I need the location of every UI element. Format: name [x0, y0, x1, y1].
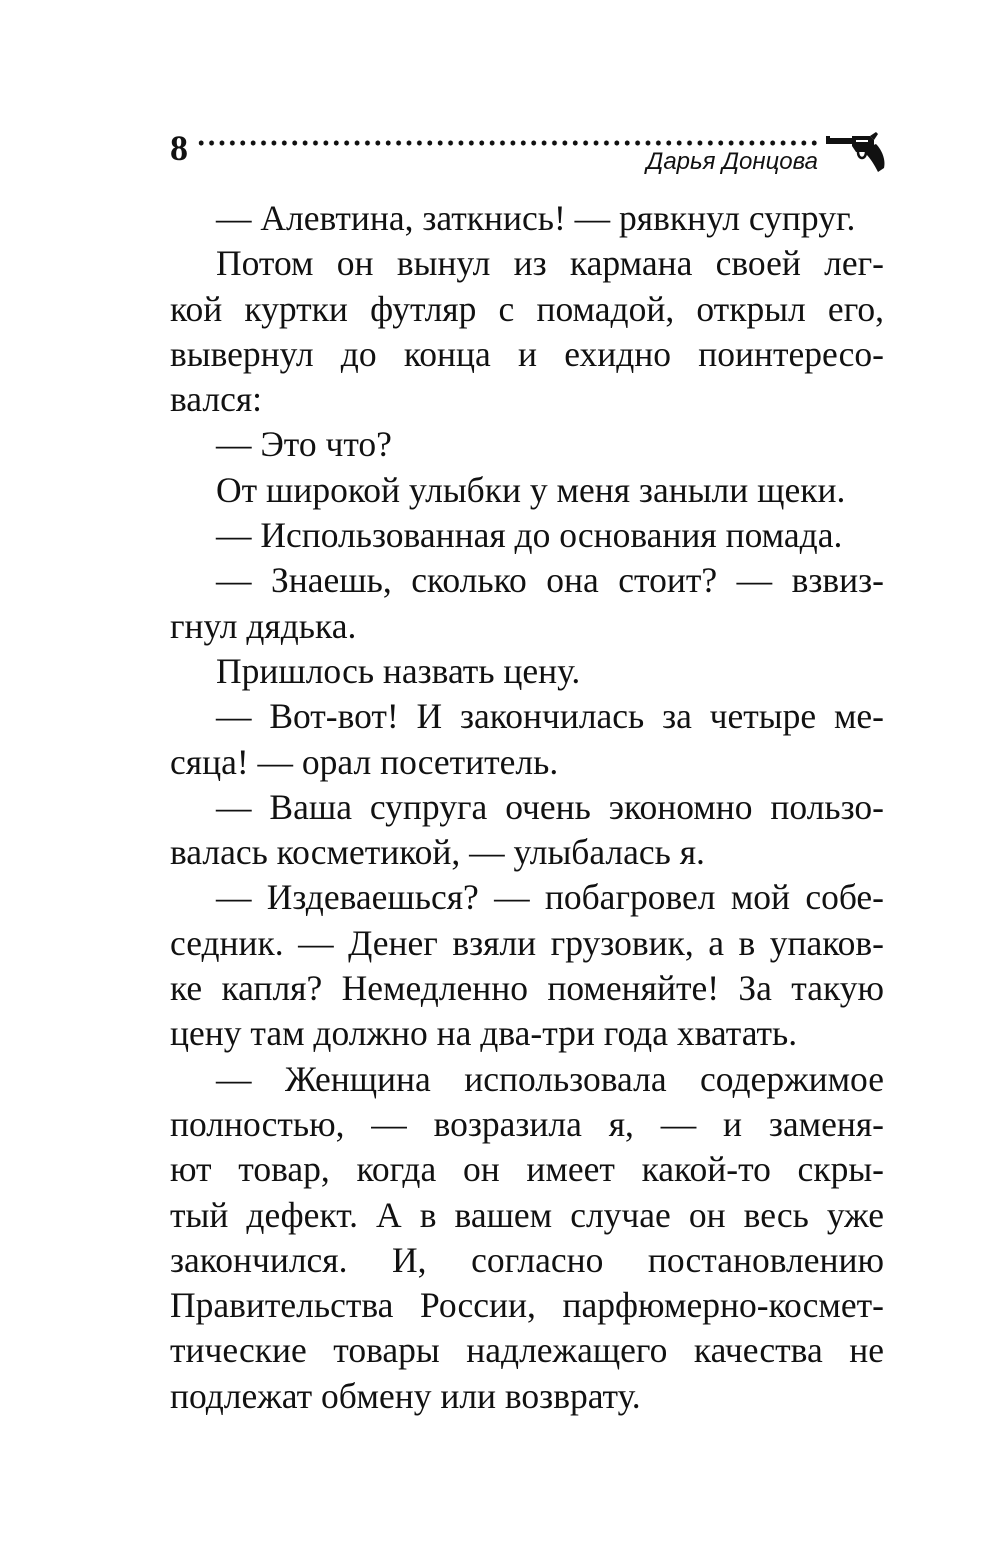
page-number: 8: [170, 128, 188, 168]
text-line: подлежат обмену или возврату.: [170, 1375, 641, 1416]
text-line: ют товар, когда он имеет какой-то скры-: [170, 1149, 884, 1190]
body-text: [170, 196, 884, 1419]
text-line: Потом он вынул из кармана своей лег-: [216, 243, 884, 284]
text-line: вался:: [170, 379, 263, 420]
text-line: закончился. И, согласно постановлению: [170, 1239, 884, 1280]
text-line: — Знаешь, сколько она стоит? — взвиз-: [216, 560, 884, 601]
text-line: От широкой улыбки у меня заныли щеки.: [216, 469, 846, 510]
dotted-leader: [196, 140, 818, 146]
running-header: [170, 126, 890, 186]
author-name: Дарья Донцова: [646, 148, 818, 175]
text-line: гнул дядька.: [170, 605, 357, 646]
text-line: седник. — Денег взяли грузовик, а в упаков-: [170, 922, 884, 963]
text-line: тические товары надлежащего качества не: [170, 1330, 884, 1371]
text-line: — Ваша супруга очень экономно пользо-: [216, 786, 884, 827]
text-line: — Это что?: [216, 424, 392, 465]
text-line: вывернул до конца и ехидно поинтересо-: [170, 333, 884, 374]
text-line: тый дефект. А в вашем случае он весь уже: [170, 1194, 884, 1235]
text-line: кой куртки футляр с помадой, открыл его,: [170, 288, 884, 329]
text-line: сяца! — орал посетитель.: [170, 741, 559, 782]
text-line: — Алевтина, заткнись! — рявкнул супруг.: [216, 198, 856, 238]
text-line: Пришлось назвать цену.: [216, 650, 581, 691]
text-line: — Женщина использовала содержимое: [216, 1058, 884, 1099]
text-line: полностью, — возразила я, — и заменя-: [170, 1103, 884, 1144]
text-line: ке капля? Немедленно поменяйте! За такую: [170, 968, 884, 1009]
text-line: цену там должно на два-три года хватать.: [170, 1013, 798, 1054]
text-line: валась косметикой, — улыбалась я.: [170, 832, 705, 873]
text-line: Правительства России, парфюмерно-космет-: [170, 1285, 884, 1326]
text-line: — Вот-вот! И закончилась за четыре ме-: [216, 696, 884, 737]
text-line: — Издеваешься? — побагровел мой собе-: [216, 877, 884, 918]
text-line: — Использованная до основания помада.: [216, 515, 843, 556]
revolver-icon: [826, 132, 888, 174]
